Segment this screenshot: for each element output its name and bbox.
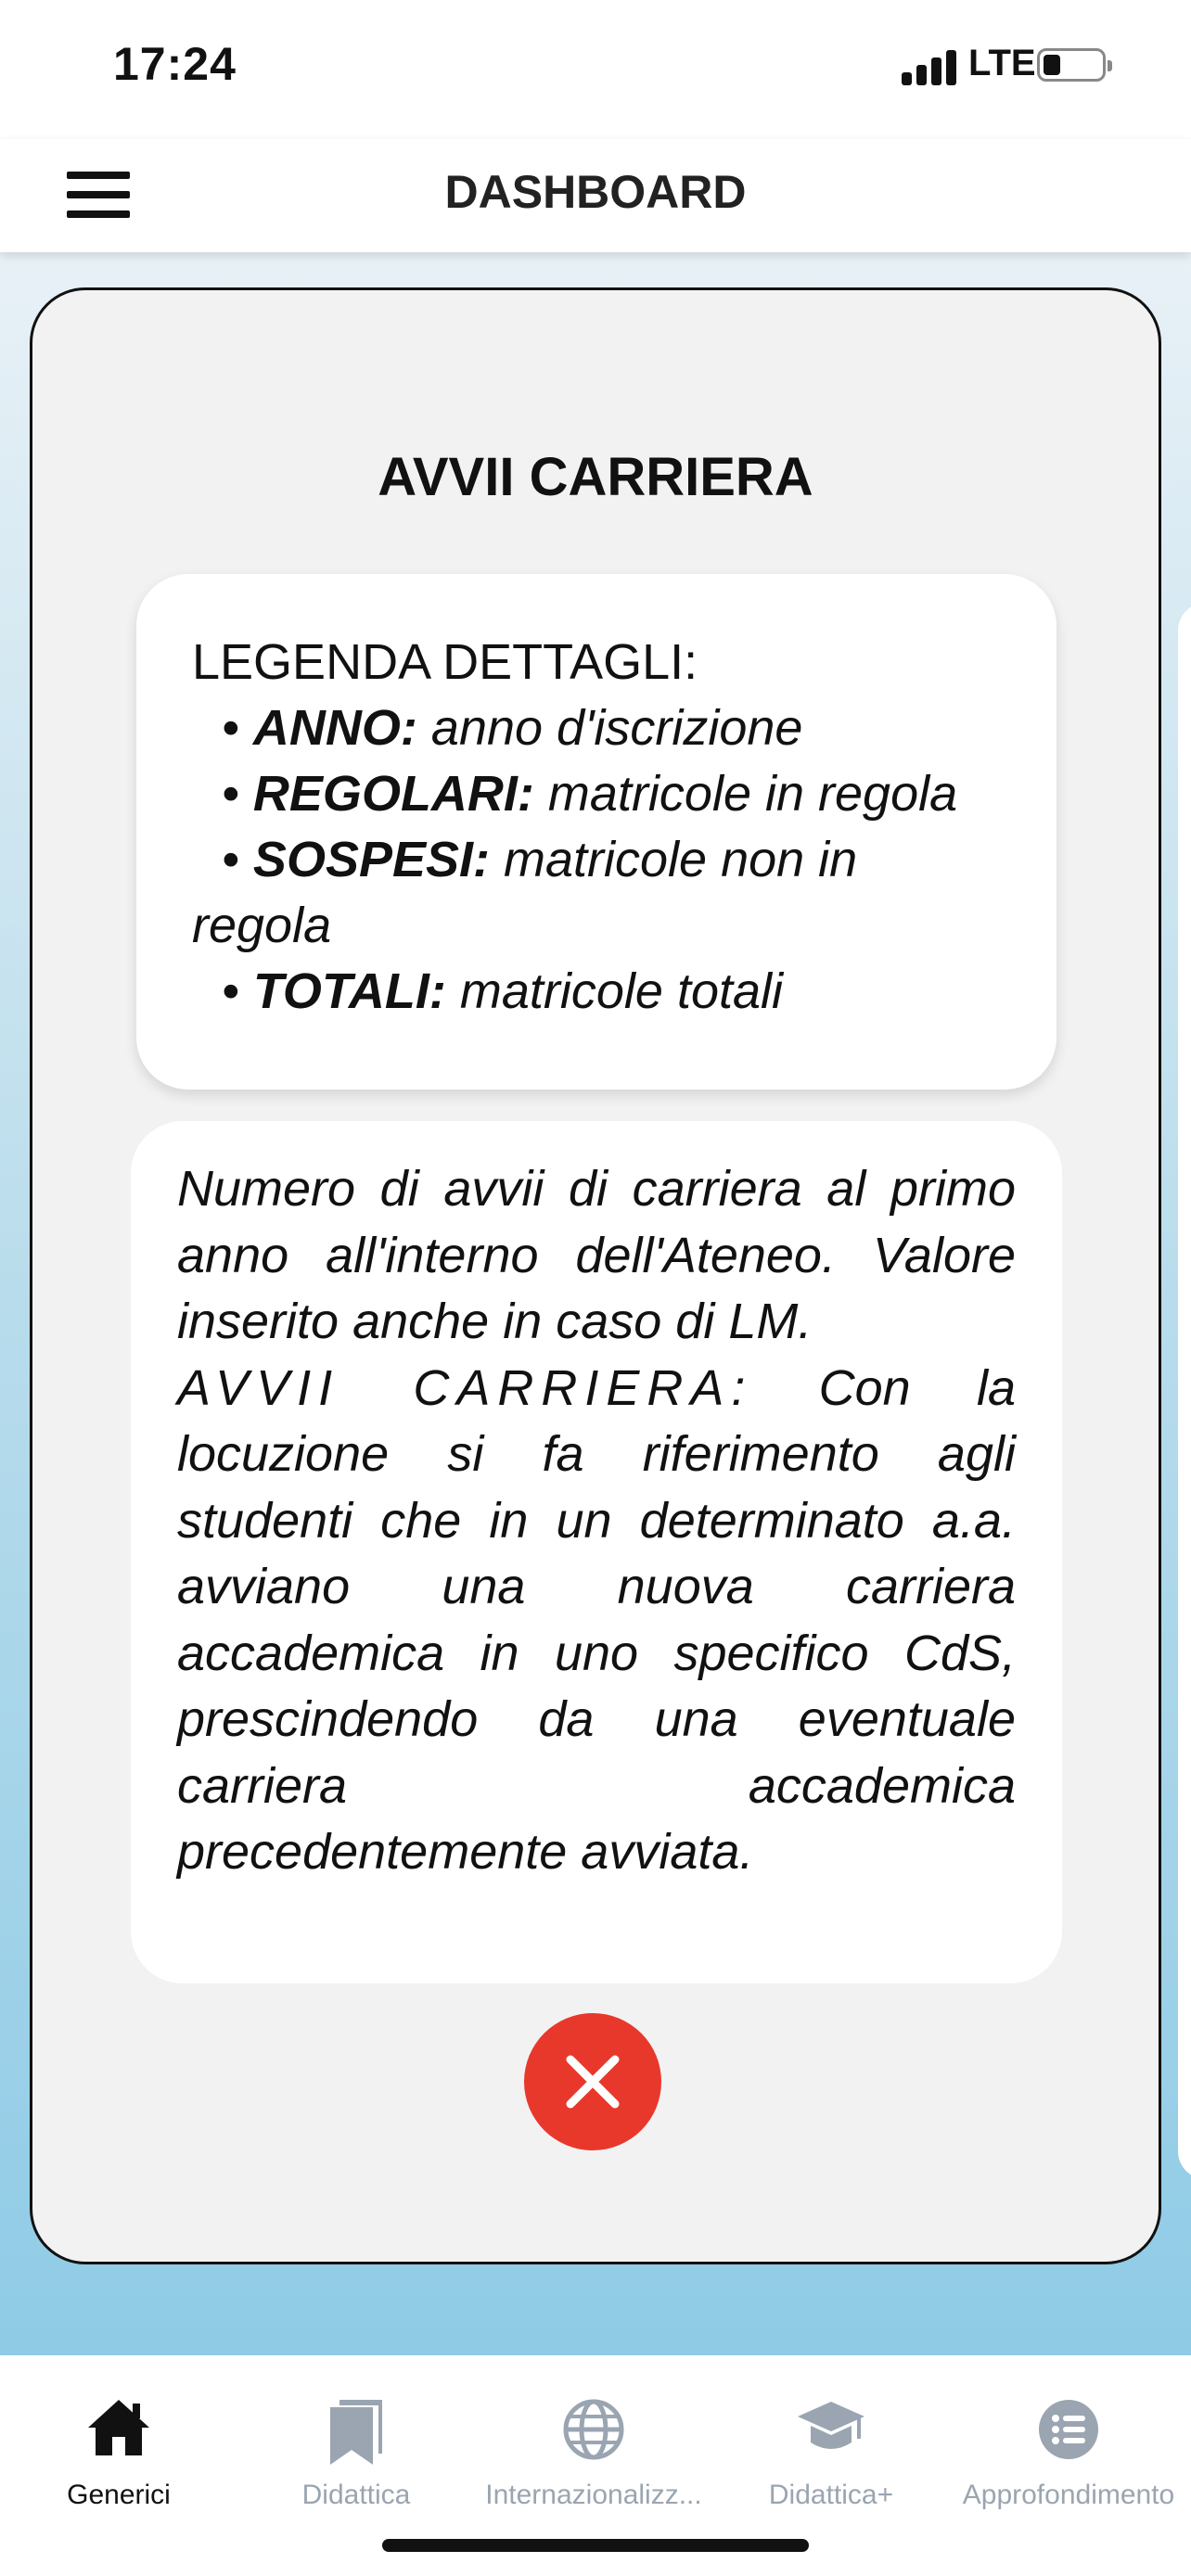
home-icon [86,2398,151,2457]
description-box [131,1121,1062,1983]
app-header [0,139,1191,252]
legend-text: anno d'iscrizione [416,700,803,756]
close-x-icon [565,2054,621,2110]
legend-item: • REGOLARI: matricole in regola [222,766,958,822]
tab-didattica-plus[interactable] [712,2374,950,2522]
status-bar [0,0,1191,139]
legend-term: TOTALI: [252,963,446,1019]
status-time: 17:24 [113,38,237,90]
legend-item: • TOTALI: matricole totali [222,963,784,1019]
bookmark-icon [327,2398,386,2467]
legend-text: matricole totali [445,963,784,1019]
globe-icon [562,2398,625,2461]
tab-label: Didattica+ [768,2480,894,2510]
signal-icon [902,48,959,85]
tab-label: Internazionalizz... [485,2480,702,2510]
tab-generici[interactable] [0,2374,237,2522]
legend-box [136,574,1057,1090]
legend-text: matricole non in regola [192,832,858,953]
description-term: AVVII CARRIERA: [177,1359,753,1416]
tab-approfondimento[interactable] [950,2374,1187,2522]
list-icon [1037,2398,1100,2461]
legend-item: • SOSPESI: matricole non in regola [192,832,858,953]
page-title: DASHBOARD [444,166,747,218]
legend-text: matricole in regola [533,766,958,822]
legend-term: REGOLARI: [252,766,534,822]
description-intro: Numero di avvii di carriera al primo anno all'interno dell'Ateneo. Valore inserito anche in caso di LM. [177,1161,1016,1349]
legend-term: SOSPESI: [252,832,490,887]
battery-icon [1037,48,1106,82]
description-body: Con la locuzione si fa riferimento agli studenti che in un determinato a.a. avviano una nuova carriera accademica in uno specifico CdS, prescindendo da una eventuale carriera accademica precedentemente avviata. [177,1359,1016,1880]
tab-didattica[interactable] [237,2374,475,2522]
legend-term: ANNO: [252,700,417,756]
modal-title: AVVII CARRIERA [378,447,813,507]
tab-label: Generici [67,2480,171,2510]
legend-heading: LEGENDA DETTAGLI: [192,634,698,690]
network-type: LTE [968,43,1036,83]
background-card [1178,603,1191,2179]
info-modal [30,287,1161,2264]
legend-item: • ANNO: anno d'iscrizione [222,700,803,756]
close-button[interactable] [524,2013,661,2150]
tab-internazionalizzazione[interactable] [475,2374,712,2522]
tab-label: Approfondimento [962,2480,1175,2510]
home-indicator [382,2539,809,2552]
tab-label: Didattica [301,2480,411,2510]
graduation-cap-icon [796,2398,866,2457]
